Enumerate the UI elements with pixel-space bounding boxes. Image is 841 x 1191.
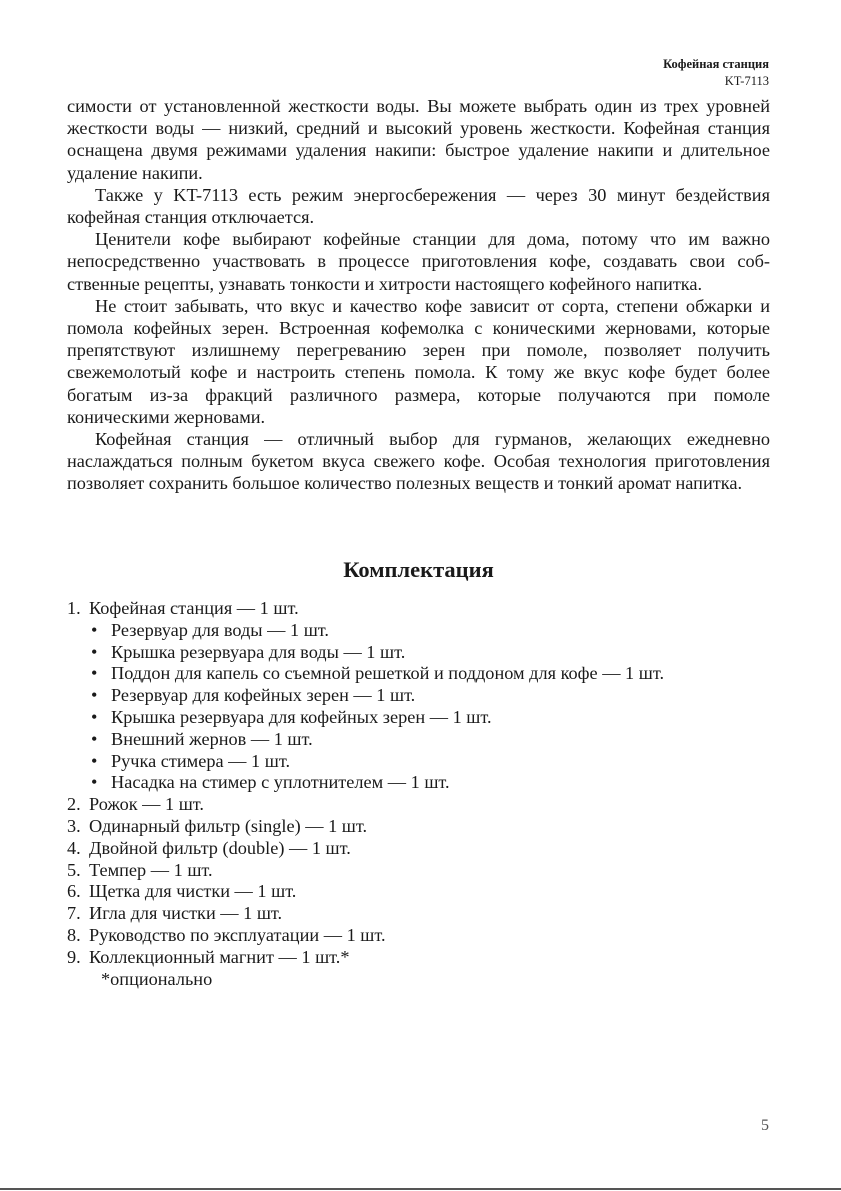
bullet-icon: •	[91, 663, 98, 684]
list-item-text: Рожок — 1 шт.	[89, 794, 204, 815]
list-item-number: 8.	[67, 924, 81, 945]
list-item	[67, 794, 787, 816]
sub-list-item	[67, 620, 787, 642]
bullet-icon: •	[91, 641, 98, 662]
list-item-text: Коллекционный магнит — 1 шт.*	[89, 946, 350, 967]
list-item-text: Одинарный фильтр (single) — 1 шт.	[89, 815, 368, 836]
sub-list-item	[67, 685, 787, 707]
bullet-icon: •	[91, 772, 98, 793]
running-header	[663, 56, 769, 89]
paragraph: Также у KT-7113 есть режим энергосбережения — через 30 минут бездействия кофейная станция отключается.	[67, 184, 770, 228]
list-item-text: Темпер — 1 шт.	[89, 859, 213, 880]
package-contents-list	[67, 598, 787, 990]
header-title: Кофейная станция	[663, 57, 769, 71]
footnote: *опционально	[101, 968, 213, 989]
list-item-text: Руководство по эксплуатации — 1 шт.	[89, 924, 386, 945]
list-item-text: Щетка для чистки — 1 шт.	[89, 881, 297, 902]
list-item-number: 6.	[67, 881, 81, 902]
bullet-icon: •	[91, 728, 98, 749]
sub-list-item	[67, 663, 787, 685]
list-item-number: 4.	[67, 837, 81, 858]
sub-list-item	[67, 642, 787, 664]
list-item	[67, 947, 787, 969]
list-item-text: Кофейная станция — 1 шт.	[89, 598, 299, 618]
list-item-number: 1.	[67, 598, 81, 618]
list-item	[67, 925, 787, 947]
list-item	[67, 860, 787, 882]
paragraph: симости от установленной жесткости воды. Вы можете выбрать один из трех уровней жесткости воды — низкий, средний и высокий уровень жесткости. Кофейная станция оснащена двумя режимами удаления накипи: быстрое удаление накипи и длительное удаление накипи.	[67, 96, 770, 183]
list-item-text: Игла для чистки — 1 шт.	[89, 903, 283, 924]
paragraph: Кофейная станция — отличный выбор для гурманов, желающих ежедневно наслаждаться полным букетом вкуса свежего кофе. Особая технология приготовления позволяет сохранить большое количество полезных веществ и тонкий аромат напитка.	[67, 429, 770, 494]
paragraph: Не стоит забывать, что вкус и качество кофе зависит от сорта, степени обжарки и помола кофейных зерен. Встроенная кофемолка с коническими жерновами, которые препятствуют излишнему перегреванию зерен при помоле, позволяет получить свежемолотый кофе и настроить степень помола. К тому же вкус кофе будет более богатым из-за фракций различного размера, которые получаются при помоле коническими жерновами.	[67, 295, 770, 427]
bullet-icon: •	[91, 619, 98, 640]
list-item	[67, 903, 787, 925]
paragraph: Ценители кофе выбирают кофейные станции для дома, потому что им важно непосредственно участвовать в процессе приготовления кофе, создавать свои собственные рецепты, узнавать тонкости и хитрости настоящего кофейного напитка.	[67, 229, 770, 294]
sub-list-item-text: Ручка стимера — 1 шт.	[111, 750, 291, 771]
header-model: KT-7113	[724, 74, 769, 88]
list-item-text: Двойной фильтр (double) — 1 шт.	[89, 837, 351, 858]
bullet-icon: •	[91, 750, 98, 771]
sub-list-item-text: Резервуар для воды — 1 шт.	[111, 619, 329, 640]
sub-list-item-text: Крышка резервуара для воды — 1 шт.	[111, 641, 406, 662]
section-title: Комплектация	[343, 557, 494, 582]
list-item-number: 7.	[67, 903, 81, 924]
list-item-number: 5.	[67, 859, 81, 880]
list-item	[67, 598, 787, 620]
sub-list-item-text: Резервуар для кофейных зерен — 1 шт.	[111, 685, 416, 706]
sub-list-item	[67, 751, 787, 773]
body-text	[67, 95, 770, 495]
sub-list-item-text: Внешний жернов — 1 шт.	[111, 728, 313, 749]
bullet-icon: •	[91, 706, 98, 727]
list-item	[67, 881, 787, 903]
page-bottom-rule	[0, 1188, 841, 1190]
bullet-icon: •	[91, 685, 98, 706]
sub-list-item	[67, 729, 787, 751]
list-item-number: 3.	[67, 815, 81, 836]
list-item	[67, 838, 787, 860]
list-item	[67, 816, 787, 838]
list-item-number: 9.	[67, 946, 81, 967]
sub-list-item-text: Поддон для капель со съемной решеткой и поддоном для кофе — 1 шт.	[111, 663, 665, 684]
sub-list-item	[67, 772, 787, 794]
list-item-number: 2.	[67, 794, 81, 815]
sub-list-item-text: Насадка на стимер с уплотнителем — 1 шт.	[111, 772, 450, 793]
page-number: 5	[761, 1117, 769, 1134]
sub-list-item-text: Крышка резервуара для кофейных зерен — 1 шт.	[111, 706, 492, 727]
sub-list-item	[67, 707, 787, 729]
